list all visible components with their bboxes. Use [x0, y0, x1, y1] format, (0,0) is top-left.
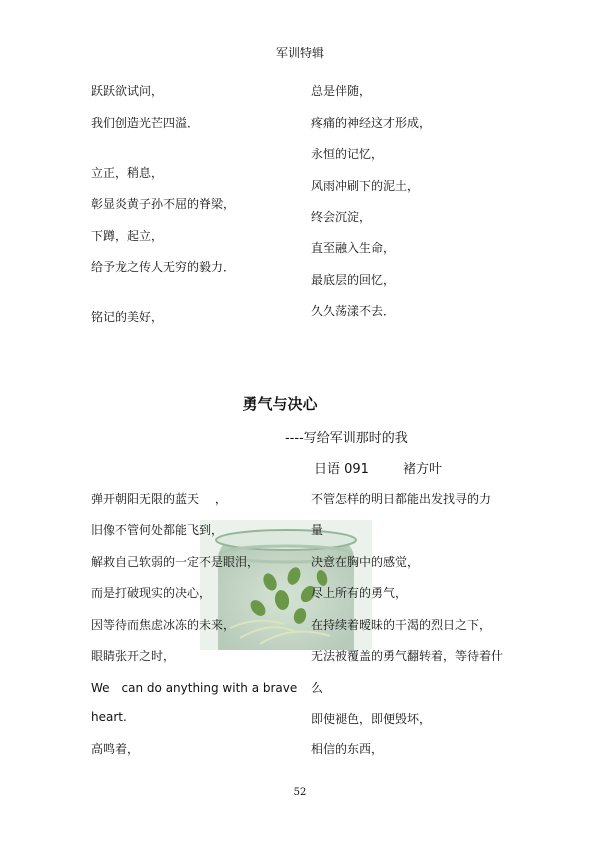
article-subtitle: ----写给军训那时的我 — [285, 431, 408, 446]
poem1-left-line: 彰显炎黄子孙不屈的脊梁， — [91, 197, 236, 211]
author-name: 褚方叶 — [402, 462, 442, 477]
article-title: 勇气与决心 — [242, 395, 318, 413]
author-class: 日语 091 — [314, 462, 369, 477]
poem1-left-line: 下蹲，起立， — [91, 229, 164, 243]
page-header: 军训特辑 — [275, 46, 324, 60]
poem1-right-line: 最底层的回忆， — [311, 273, 396, 287]
poem1-right-line: 直至融入生命， — [311, 241, 396, 255]
poem2-left-line: 眼睛张开之时， — [91, 649, 176, 663]
poem1-right-line: 疼痛的神经这才形成， — [311, 116, 432, 130]
poem1-right-line: 风雨冲刷下的泥土， — [311, 179, 420, 193]
poem1-left-line: 给予龙之传人无穷的毅力． — [91, 260, 236, 274]
poem2-right-line: 不管怎样的明日都能出发找寻的力 — [311, 492, 492, 506]
poem2-left-line: We can do anything with a brave — [91, 681, 298, 695]
poem2-right-line: 在持续着暧昧的干渴的烈日之下， — [311, 618, 492, 632]
article-author — [314, 458, 442, 477]
poem2-right-line: 无法被覆盖的勇气翻转着，等待着什 — [311, 649, 504, 663]
poem1-left-line: 铭记的美好， — [91, 310, 164, 324]
poem2-left-line: 而是打破现实的决心， — [91, 586, 212, 600]
poem1-left-line: 立正，稍息， — [91, 166, 164, 180]
poem2-right-line: 决意在胸中的感觉， — [311, 555, 420, 569]
poem2-right-line: 量 — [311, 523, 324, 537]
poem2-left-line: 因等待而焦虑冰冻的未来， — [91, 618, 236, 632]
poem1-left-line: 跃跃欲试问， — [91, 84, 164, 98]
poem2-left-line: 高鸣着， — [91, 742, 140, 756]
poem2-left-line: 旧像不管何处都能飞到， — [91, 523, 224, 537]
poem2-right-line: 即使褪色，即便毁坏， — [311, 712, 432, 726]
page-number: 52 — [293, 787, 307, 798]
poem2-left-line: 弹开朝阳无限的蓝天 ， — [91, 492, 227, 506]
poem1-left-line: 我们创造光芒四溢． — [91, 116, 200, 130]
poem1-right-line: 总是伴随， — [311, 84, 372, 98]
poem1-right-line: 永恒的记忆， — [311, 147, 384, 161]
poem2-right-line: 么 — [311, 681, 324, 695]
poem2-right-line: 相信的东西， — [311, 742, 384, 756]
poem1-right-line: 终会沉淀， — [311, 210, 372, 224]
poem2-left-line: 解救自己软弱的一定不是眼泪， — [91, 555, 260, 569]
poem2-left-line: heart. — [91, 710, 127, 724]
poem1-right-line: 久久荡漾不去． — [311, 304, 396, 318]
poem2-right-line: 尽上所有的勇气， — [311, 586, 408, 600]
